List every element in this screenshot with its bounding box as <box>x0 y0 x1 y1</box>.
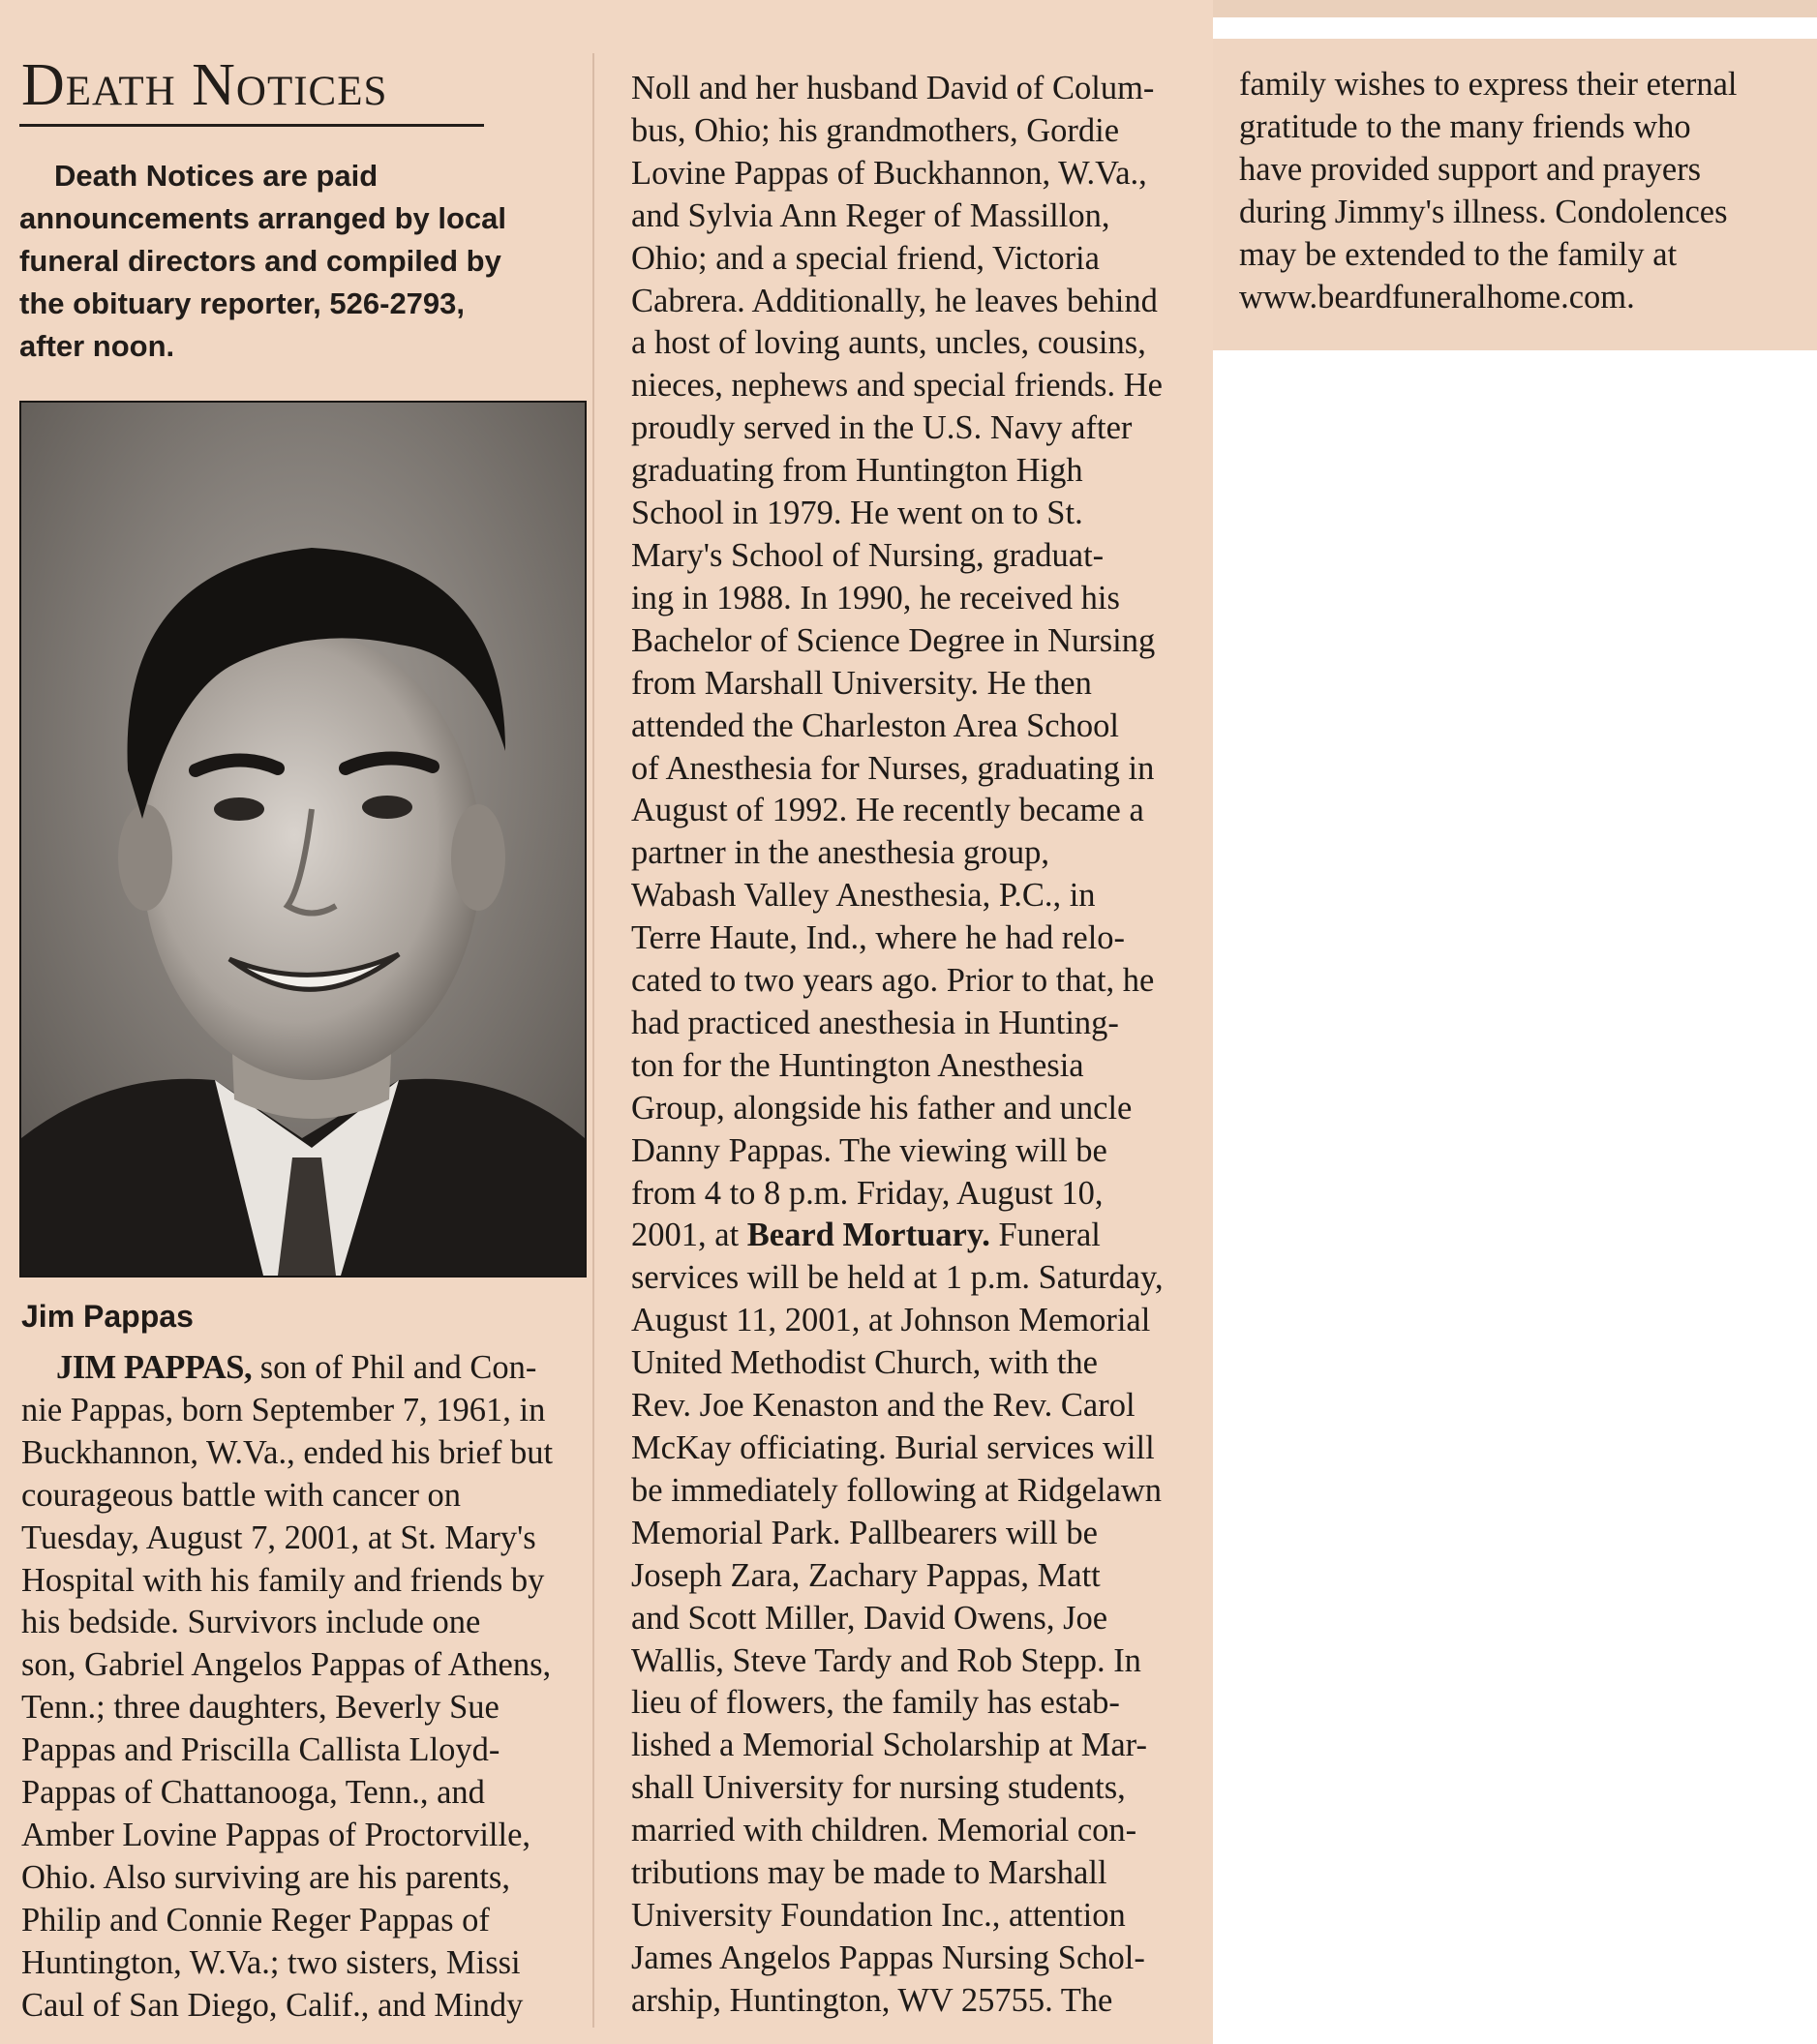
mortuary-post: Funeral <box>989 1217 1101 1254</box>
article-column-3 <box>1239 64 1805 318</box>
article-line: Huntington, W.Va.; two sisters, Missi <box>21 1943 521 1981</box>
mortuary-name: Beard Mortuary. <box>746 1217 990 1254</box>
article-line: from Marshall University. He then <box>631 664 1092 702</box>
article-line: married with children. Memorial con- <box>631 1812 1137 1849</box>
article-line: have provided support and prayers <box>1239 150 1702 188</box>
article-line: cated to two years ago. Prior to that, he <box>631 962 1155 1000</box>
article-line: Wallis, Steve Tardy and Rob Stepp. In <box>631 1641 1141 1679</box>
portrait-illustration <box>21 403 585 1276</box>
article-line: James Angelos Pappas Nursing Schol- <box>631 1939 1145 1976</box>
article-line: of Anesthesia for Nurses, graduating in <box>631 749 1155 787</box>
article-line: Tenn.; three daughters, Beverly Sue <box>21 1689 500 1727</box>
article-line: shall University for nursing students, <box>631 1769 1126 1807</box>
section-heading: Death Notices <box>21 52 388 118</box>
article-line: Pappas of Chattanooga, Tenn., and <box>21 1774 485 1812</box>
mortuary-pre: 2001, at <box>631 1217 747 1254</box>
article-line: Bachelor of Science Degree in Nursing <box>631 621 1156 659</box>
portrait-photo-icon <box>19 401 587 1278</box>
article-line: and Scott Miller, David Owens, Joe <box>631 1599 1108 1637</box>
article-line: nie Pappas, born September 7, 1961, in <box>21 1391 546 1428</box>
article-column-2 <box>631 68 1197 2023</box>
article-line: gratitude to the many friends who <box>1239 107 1691 145</box>
article-line: University Foundation Inc., attention <box>631 1896 1126 1934</box>
heading-underline <box>19 124 484 127</box>
article-line: Joseph Zara, Zachary Pappas, Matt <box>631 1556 1101 1594</box>
article-line: a host of loving aunts, uncles, cousins, <box>631 324 1146 362</box>
article-line: Danny Pappas. The viewing will be <box>631 1131 1107 1169</box>
article-line: and Sylvia Ann Reger of Massillon, <box>631 196 1110 234</box>
article-line: Pappas and Priscilla Callista Lloyd- <box>21 1731 500 1769</box>
article-line: lieu of flowers, the family has estab- <box>631 1684 1120 1722</box>
article-line: tributions may be made to Marshall <box>631 1854 1107 1892</box>
mortuary-line <box>631 1215 1197 1257</box>
deceased-name: JIM PAPPAS, <box>56 1349 253 1386</box>
article-line: McKay officiating. Burial services will <box>631 1429 1155 1466</box>
article-line: his bedside. Survivors include one <box>21 1604 481 1641</box>
intro-line: announcements arranged by local <box>19 201 507 235</box>
article-column-1 <box>21 1347 588 2028</box>
article-line: Amber Lovine Pappas of Proctorville, <box>21 1816 531 1853</box>
article-lead-line <box>21 1347 588 1390</box>
intro-line: the obituary reporter, 526-2793, <box>19 286 466 320</box>
article-line: United Methodist Church, with the <box>631 1344 1098 1382</box>
intro-notice <box>19 155 571 368</box>
article-line: attended the Charleston Area School <box>631 706 1119 744</box>
article-line: Hospital with his family and friends by <box>21 1561 545 1599</box>
photo-caption: Jim Pappas <box>21 1299 194 1334</box>
article-line: proudly served in the U.S. Navy after <box>631 409 1133 447</box>
funeral-home-website: www.beardfuneralhome.com. <box>1239 278 1635 316</box>
article-line: bus, Ohio; his grandmothers, Gordie <box>631 111 1120 149</box>
article-line: Terre Haute, Ind., where he had relo- <box>631 919 1126 957</box>
article-line: ing in 1988. In 1990, he received his <box>631 579 1120 616</box>
column-divider <box>592 53 594 2028</box>
article-line: Mary's School of Nursing, graduat- <box>631 536 1105 574</box>
article-line: Ohio; and a special friend, Victoria <box>631 239 1100 277</box>
article-line: August 11, 2001, at Johnson Memorial <box>631 1302 1151 1339</box>
intro-line: funeral directors and compiled by <box>19 244 501 278</box>
article-line: Ohio. Also surviving are his parents, <box>21 1858 510 1896</box>
article-line: Cabrera. Additionally, he leaves behind <box>631 282 1158 319</box>
article-line: August of 1992. He recently became a <box>631 792 1144 829</box>
article-line: ton for the Huntington Anesthesia <box>631 1046 1084 1084</box>
article-line: during Jimmy's illness. Condolences <box>1239 193 1728 230</box>
article-line: Caul of San Diego, Calif., and Mindy <box>21 1986 524 2024</box>
article-line: lished a Memorial Scholarship at Mar- <box>631 1727 1147 1764</box>
article-line: School in 1979. He went on to St. <box>631 495 1083 532</box>
article-line: services will be held at 1 p.m. Saturday, <box>631 1259 1164 1297</box>
article-line: arship, Huntington, WV 25755. The <box>631 1981 1113 2019</box>
article-line: Lovine Pappas of Buckhannon, W.Va., <box>631 154 1147 192</box>
article-line: Wabash Valley Anesthesia, P.C., in <box>631 877 1096 915</box>
article-line: graduating from Huntington High <box>631 452 1083 490</box>
article-line: Group, alongside his father and uncle <box>631 1089 1133 1127</box>
article-line: Tuesday, August 7, 2001, at St. Mary's <box>21 1518 536 1556</box>
intro-line: after noon. <box>19 329 175 363</box>
article-line: had practiced anesthesia in Hunting- <box>631 1004 1119 1041</box>
article-line: nieces, nephews and special friends. He <box>631 367 1163 405</box>
article-line: be immediately following at Ridgelawn <box>631 1471 1163 1509</box>
article-line: son, Gabriel Angelos Pappas of Athens, <box>21 1646 552 1684</box>
lead-text: son of Phil and Con- <box>252 1349 537 1386</box>
article-line: Philip and Connie Reger Pappas of <box>21 1901 490 1939</box>
article-line: partner in the anesthesia group, <box>631 834 1050 872</box>
article-line: Rev. Joe Kenaston and the Rev. Carol <box>631 1387 1136 1425</box>
intro-line: Death Notices are paid <box>54 159 379 193</box>
article-line: from 4 to 8 p.m. Friday, August 10, <box>631 1174 1104 1212</box>
article-line: courageous battle with cancer on <box>21 1476 462 1514</box>
article-line: Memorial Park. Pallbearers will be <box>631 1514 1098 1551</box>
article-line: Noll and her husband David of Colum- <box>631 70 1155 106</box>
article-line: may be extended to the family at <box>1239 235 1678 273</box>
article-line: Buckhannon, W.Va., ended his brief but <box>21 1433 554 1471</box>
article-line: family wishes to express their eternal <box>1239 66 1738 103</box>
